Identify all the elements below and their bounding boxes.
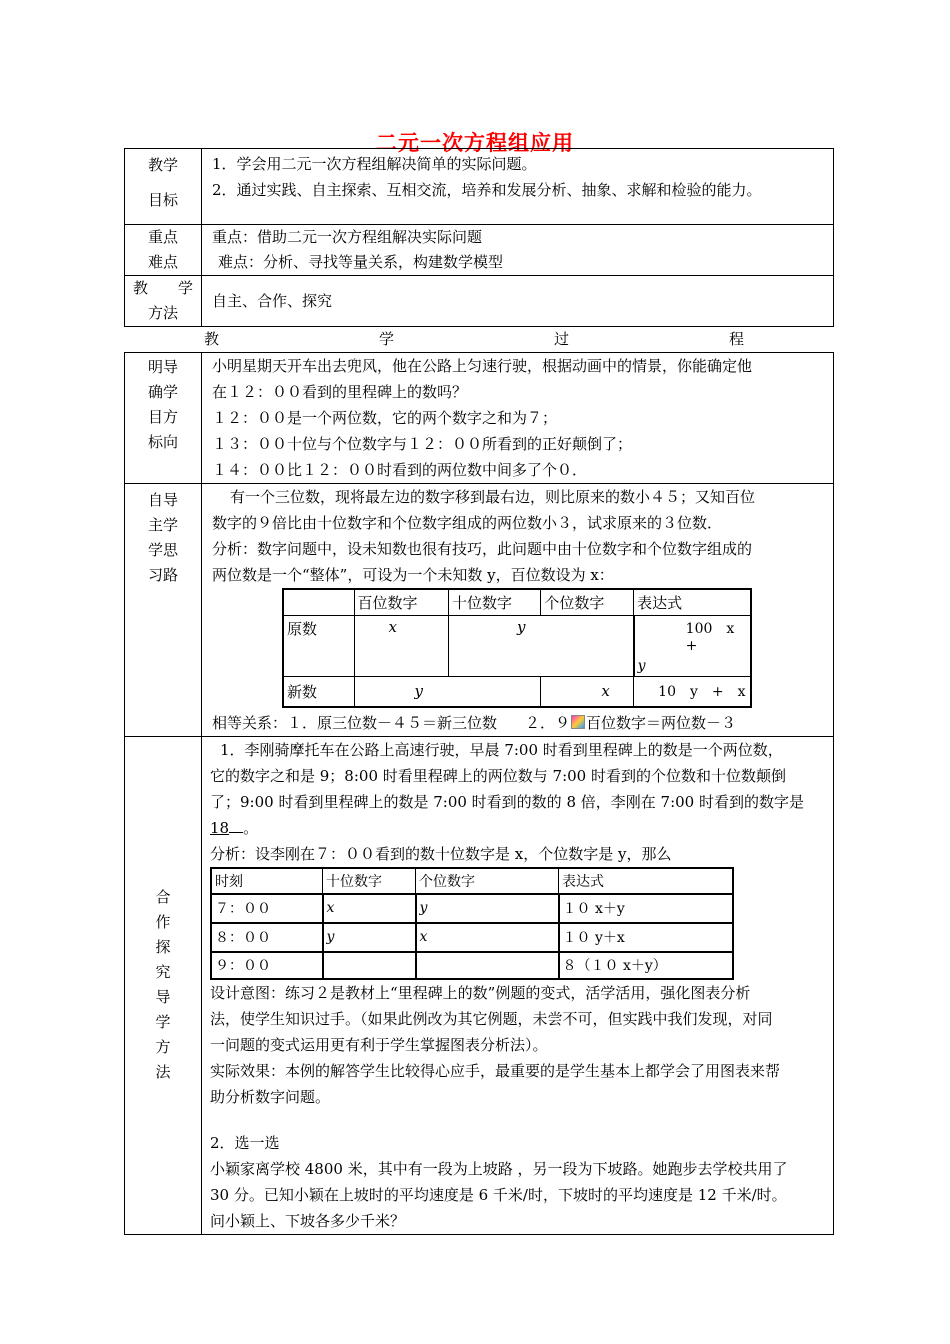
problem2-title: 2．选一选 <box>210 1133 280 1152</box>
time-table-header: 时刻 <box>211 868 323 894</box>
time-table-cell: ９：００ <box>211 952 323 979</box>
page-title: 二元一次方程组应用 <box>376 130 574 155</box>
section1-label-line: 目方 <box>147 408 178 426</box>
text-line: 问小颖上、下坡各多少千米？ <box>210 1211 406 1230</box>
digit-table-cell: y <box>354 677 541 707</box>
section3-label-char: 法 <box>155 1063 171 1081</box>
method-label <box>125 276 202 327</box>
digit-table <box>282 588 752 708</box>
process-char: 过 <box>553 329 569 348</box>
plan-table-process <box>124 352 834 1235</box>
section2-label-line: 自导 <box>147 491 178 509</box>
section3-label-char: 合 <box>155 888 171 906</box>
answer-line <box>210 815 827 841</box>
text-line: 有一个三位数，现将最左边的数字移到最右边，则比原来的数小４５；又知百位 <box>230 488 756 506</box>
objectives-label-1: 教学 <box>147 156 178 174</box>
relation-a: 相等关系：１．原三位数－４５＝新三位数 <box>212 713 498 732</box>
text-line: 一问题的变式运用更有利于学生掌握图表分析法）。 <box>210 1035 548 1054</box>
process-char: 学 <box>378 329 394 348</box>
text-line: 30 分。已知小颖在上坡时的平均速度是 6 千米/时，下坡时的平均速度是 12 千米/时。 <box>210 1185 787 1204</box>
text-line: 助分析数字问题。 <box>210 1087 331 1106</box>
section1-label <box>125 353 202 484</box>
answer-tail: 。 <box>243 818 259 837</box>
section3-label-char: 究 <box>155 963 171 981</box>
objectives-content <box>202 149 834 225</box>
digit-table-cell: 新数 <box>283 677 354 707</box>
text-line: 了；9:00 时看到里程碑上的数是 7:00 时看到的数的 8 倍，李刚在 7:00 时看到的数字是 <box>210 792 804 811</box>
method-text: 自主、合作、探究 <box>212 292 333 310</box>
relation-b: ２．９ <box>525 713 571 732</box>
objectives-label-2: 目标 <box>147 191 178 209</box>
objective-item: 1．学会用二元一次方程组解决简单的实际问题。 <box>212 155 537 173</box>
time-table-cell: １０ y＋x <box>559 923 734 952</box>
text-line: 小颖家离学校 4800 米，其中有一段为上坡路 ，另一段为下坡路。她跑步去学校共用了 <box>210 1159 788 1178</box>
time-table-cell: x <box>323 894 416 923</box>
text-line: 小明星期天开车出去兜风，他在公路上匀速行驶，根据动画中的情景，你能确定他 <box>212 357 753 375</box>
difficult-point: 难点：分析、寻找等量关系，构建数学模型 <box>218 253 504 271</box>
time-table-cell: ８（１０ x＋y） <box>559 952 734 979</box>
digit-table-cell: x <box>354 616 449 677</box>
text-line: 数字的９倍比由十位数字和个位数字组成的两位数小３，试求原来的３位数． <box>212 514 723 532</box>
digit-table-header: 个位数字 <box>541 589 634 616</box>
time-table-cell: １０ x＋y <box>559 894 734 923</box>
digit-table-cell: x <box>541 677 634 707</box>
text-line: １４：００比１２：００时看到的两位数中间多了个０． <box>212 461 588 479</box>
key-label-2: 难点 <box>147 253 178 271</box>
objectives-label <box>125 149 202 225</box>
process-char: 教 <box>203 329 219 348</box>
expr-line: y <box>637 658 646 674</box>
text-line: １３：００十位与个位数字与１２：００所看到的正好颠倒了； <box>212 435 633 453</box>
text-line: 法，使学生知识过手。（如果此例改为其它例题，未尝不可，但实践中我们发现，对同 <box>210 1009 773 1028</box>
text-line: 两位数是一个“整体”，可设为一个未知数 y，百位数设为 x： <box>212 566 614 584</box>
digit-table-header: 百位数字 <box>354 589 449 616</box>
process-heading <box>124 326 834 350</box>
time-table-cell: y <box>416 894 559 923</box>
text-line: 它的数字之和是 9；8:00 时看里程碑上的两位数与 7:00 时看到的个位数和十位数颠倒 <box>210 766 786 785</box>
objective-item: 2．通过实践、自主探索、互相交流，培养和发展分析、抽象、求解和检验的能力。 <box>212 181 762 199</box>
time-table <box>210 867 734 980</box>
time-table-header: 表达式 <box>559 868 734 894</box>
text-line: １２：００是一个两位数，它的两个数字之和为７； <box>212 409 558 427</box>
section3-label-char: 探 <box>155 938 171 956</box>
key-points-content <box>202 225 834 276</box>
section3-label-char: 作 <box>155 913 171 931</box>
image-placeholder-icon <box>571 715 585 729</box>
text-line: 1．李刚骑摩托车在公路上高速行驶，早晨 7:00 时看到里程碑上的数是一个两位数， <box>220 740 783 759</box>
section3-label-char: 学 <box>155 1013 171 1031</box>
section3-label <box>125 736 202 1234</box>
time-table-cell <box>416 952 559 979</box>
section3-content <box>202 736 834 1234</box>
time-table-header: 个位数字 <box>416 868 559 894</box>
section1-label-line: 标向 <box>147 433 178 451</box>
key-point: 重点：借助二元一次方程组解决实际问题 <box>212 228 483 246</box>
time-table-header: 十位数字 <box>323 868 416 894</box>
digit-table-header: 十位数字 <box>449 589 541 616</box>
time-table-cell: x <box>416 923 559 952</box>
section1-content <box>202 353 834 484</box>
time-table-cell <box>323 952 416 979</box>
relation-c: 百位数字＝两位数－３ <box>586 713 737 732</box>
section2-content <box>202 484 834 737</box>
text-line: 实际效果：本例的解答学生比较得心应手，最重要的是学生基本上都学会了用图表来帮 <box>210 1061 781 1080</box>
time-table-cell: ８：００ <box>211 923 323 952</box>
text-line: 在１２：００看到的里程碑上的数吗？ <box>212 383 468 401</box>
section3-label-char: 导 <box>155 988 171 1006</box>
method-content <box>202 276 834 327</box>
plan-table-top <box>124 148 834 327</box>
analysis-line: 分析：设李刚在７：００看到的数十位数字是 x，个位数字是 y，那么 <box>210 844 672 863</box>
relation-line <box>212 710 827 736</box>
digit-table-expr <box>634 616 751 677</box>
text-line: 设计意图：练习２是教材上“里程碑上的数”例题的变式，活学活用，强化图表分析 <box>210 983 751 1002</box>
section2-label-line: 学思 <box>147 541 178 559</box>
key-label-1: 重点 <box>147 228 178 246</box>
section3-label-char: 方 <box>155 1038 171 1056</box>
section2-label-line: 习路 <box>147 566 178 584</box>
digit-table-header: 表达式 <box>634 589 751 616</box>
section1-label-line: 明导 <box>147 358 178 376</box>
process-char: 程 <box>728 329 744 348</box>
section2-label <box>125 484 202 737</box>
digit-table-cell: y <box>449 616 634 677</box>
answer-value: 18 <box>210 818 230 837</box>
method-label-1: 教 学 <box>132 279 193 297</box>
method-label-2: 方法 <box>147 304 178 322</box>
digit-table-header <box>283 589 354 616</box>
digit-table-cell: 原数 <box>283 616 354 677</box>
section1-label-line: 确学 <box>147 383 178 401</box>
expr-line: 100 x + <box>685 621 749 654</box>
time-table-cell: y <box>323 923 416 952</box>
time-table-cell: ７：００ <box>211 894 323 923</box>
key-points-label <box>125 225 202 276</box>
digit-table-cell: 10 y + x <box>634 677 751 707</box>
section2-label-line: 主学 <box>147 516 178 534</box>
text-line: 分析：数字问题中，设未知数也很有技巧，此问题中由十位数字和个位数字组成的 <box>212 540 753 558</box>
